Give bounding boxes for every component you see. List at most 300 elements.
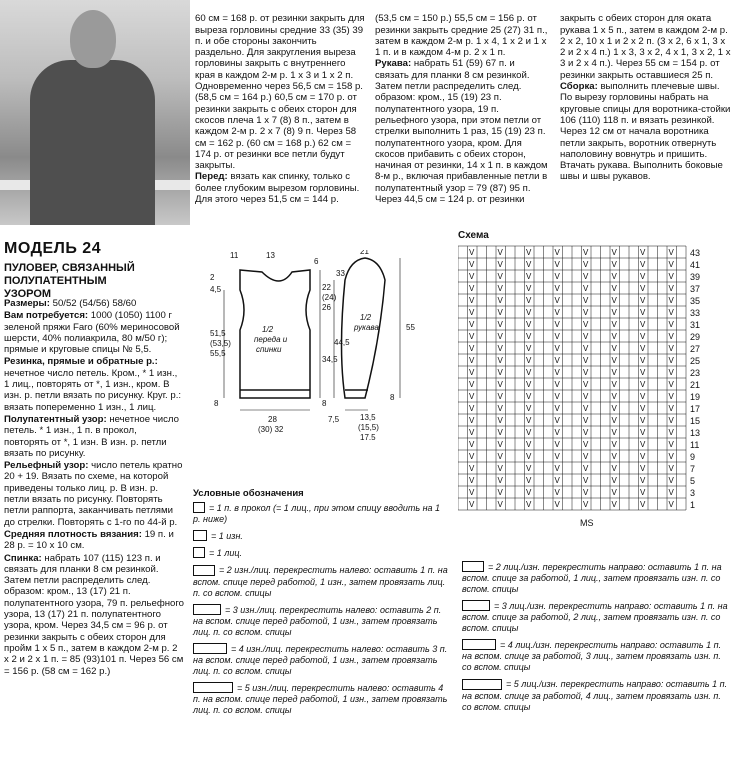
stitch-symbol: V <box>469 284 475 293</box>
stitch-symbol: V <box>469 296 475 305</box>
legend-item <box>462 640 732 673</box>
stitch-symbol: V <box>611 320 617 329</box>
stitch-symbol: V <box>640 380 646 389</box>
legend-item <box>193 531 448 542</box>
stitch-symbol: V <box>583 320 589 329</box>
stitch-symbol: V <box>611 416 617 425</box>
stitch-symbol: V <box>554 260 560 269</box>
legend-item <box>193 503 448 525</box>
stitch-symbol: V <box>668 356 674 365</box>
stitch-symbol: V <box>583 296 589 305</box>
dim-label: (15,5) <box>358 423 379 432</box>
section-label: Размеры: <box>4 298 53 309</box>
stitch-symbol: V <box>583 356 589 365</box>
stitch-symbol: V <box>668 464 674 473</box>
dim-label: (30) 32 <box>258 425 284 434</box>
stitch-symbol: V <box>497 452 503 461</box>
stitch-symbol: V <box>668 344 674 353</box>
legend-text: = 2 лиц./изн. перекрестить направо: оставить 1 п. на вспом. спице за работой, 1 лиц., затем провязать изн. п. со вспом. спицы <box>462 562 722 595</box>
stitch-symbol: V <box>611 476 617 485</box>
label-sleeve <box>353 313 379 332</box>
stitch-symbol-icon <box>193 502 205 513</box>
dim-label: (24) <box>322 293 337 302</box>
diagram-text: 1/2 <box>262 325 274 334</box>
stitch-symbol: V <box>640 464 646 473</box>
stitch-symbol: V <box>611 356 617 365</box>
dim-label: 13,5 <box>360 413 376 422</box>
stitch-symbol: V <box>526 404 532 413</box>
row-number: 15 <box>690 416 701 426</box>
stitch-symbol: V <box>583 404 589 413</box>
stitch-symbol-icon <box>193 604 221 615</box>
stitch-symbol: V <box>554 452 560 461</box>
stitch-symbol: V <box>611 464 617 473</box>
stitch-symbol: V <box>469 320 475 329</box>
stitch-symbol: V <box>611 248 617 257</box>
dim-label: 55 <box>406 323 415 332</box>
left-column <box>4 298 184 678</box>
stitch-symbol-icon <box>193 643 227 654</box>
stitch-symbol: V <box>611 344 617 353</box>
row-number: 31 <box>690 320 701 330</box>
row-number: 3 <box>690 488 696 498</box>
row-number: 11 <box>690 440 700 450</box>
row-number: 21 <box>690 380 701 390</box>
stitch-symbol: V <box>526 296 532 305</box>
diagram-text: переда и <box>254 335 288 344</box>
dim-label: 21 <box>360 250 369 256</box>
stitch-symbol: V <box>526 320 532 329</box>
stitch-symbol: V <box>526 356 532 365</box>
row-number: 17 <box>690 404 701 414</box>
stitch-symbol: V <box>526 440 532 449</box>
legend-item <box>462 562 732 595</box>
stitch-symbol: V <box>554 464 560 473</box>
stitch-symbol: V <box>554 368 560 377</box>
stitch-symbol: V <box>611 452 617 461</box>
stitch-symbol: V <box>583 464 589 473</box>
stitch-symbol: V <box>668 392 674 401</box>
stitch-symbol: V <box>497 368 503 377</box>
stitch-symbol: V <box>640 488 646 497</box>
stitch-symbol: V <box>469 380 475 389</box>
stitch-symbol: V <box>554 428 560 437</box>
stitch-symbol: V <box>668 500 674 509</box>
paragraph: набрать 51 (59) 67 п. и связать для планки 8 см резинкой. Затем петли распределить след. образом: кром., 15 (19) 23 п. полупатентного узора, 19 п. рельефного узора, при этом петли от стрелки выполнить 1 раз, 15 (19) 23 п. полупатентного узора, кром. Для скосов прибавить с обеих сторон, начиная от резинки, 14 х 1 п. в каждом 8-м р., включая прибавленные петли в полупатентный узор = 79 (87) 95 п. Через 44,5 см = 124 р. от резинки <box>375 58 548 206</box>
stitch-symbol: V <box>526 332 532 341</box>
text-column-1 <box>195 2 367 205</box>
legend-item <box>193 565 448 598</box>
stitch-symbol: V <box>554 500 560 509</box>
dim-label: 8 <box>214 399 219 408</box>
stitch-symbol: V <box>554 416 560 425</box>
row-number: 7 <box>690 464 696 474</box>
row-number: 43 <box>690 248 701 258</box>
section-label-sleeves: Рукава: <box>375 58 412 70</box>
section-label: Рельефный узор: <box>4 460 92 472</box>
stitch-symbol: V <box>554 332 560 341</box>
dim-label: 11 <box>230 251 239 260</box>
legend-item <box>193 605 448 638</box>
stitch-symbol: V <box>497 344 503 353</box>
legend-text: = 3 лиц./изн. перекрестить направо: оставить 1 п. на вспом. спице за работой, 2 лиц., затем провязать изн. п. со вспом. спицы <box>462 601 728 634</box>
stitch-symbol: V <box>583 440 589 449</box>
text-column-2 <box>375 2 550 205</box>
stitch-symbol: V <box>583 260 589 269</box>
stitch-symbol: V <box>640 500 646 509</box>
stitch-symbol: V <box>497 332 503 341</box>
stitch-symbol: V <box>640 248 646 257</box>
stitch-symbol: V <box>668 452 674 461</box>
label-front-back <box>254 325 289 354</box>
diagram-text: 1/2 <box>360 313 372 322</box>
dim-label: (53,5) <box>210 339 231 348</box>
stitch-symbol-icon <box>462 679 502 690</box>
stitch-symbol: V <box>469 416 475 425</box>
row-number: 9 <box>690 452 696 462</box>
stitch-symbol: V <box>554 476 560 485</box>
stitch-symbol: V <box>583 284 589 293</box>
dim-label: 44,5 <box>334 338 350 347</box>
stitch-symbol: V <box>583 476 589 485</box>
stitch-symbol: V <box>554 272 560 281</box>
stitch-symbol-icon <box>193 682 233 693</box>
dim-label: 34,5 <box>322 355 338 364</box>
stitch-symbol: V <box>526 284 532 293</box>
stitch-symbol: V <box>668 488 674 497</box>
stitch-symbol: V <box>469 368 475 377</box>
stitch-symbol: V <box>469 500 475 509</box>
stitch-symbol: V <box>526 488 532 497</box>
section-label: Спинка: <box>4 552 45 564</box>
stitch-symbol: V <box>668 416 674 425</box>
stitch-symbol: V <box>469 260 475 269</box>
stitch-symbol: V <box>640 476 646 485</box>
legend-text: = 5 изн./лиц. перекрестить налево: оставить 4 п. на вспом. спице перед работой, 1 изн., затем провязать лиц. п. со вспом. спицы <box>193 682 448 715</box>
legend-item <box>193 683 448 716</box>
legend-text: = 2 изн./лиц. перекрестить налево: оставить 1 п. на вспом. спице перед работой, 1 изн., затем провязать лиц. п. со вспом. спицы <box>193 565 448 598</box>
stitch-symbol: V <box>668 332 674 341</box>
stitch-symbol: V <box>668 272 674 281</box>
stitch-symbol: V <box>469 356 475 365</box>
paragraph <box>4 553 184 677</box>
stitch-symbol: V <box>497 380 503 389</box>
stitch-symbol: V <box>611 260 617 269</box>
stitch-symbol: V <box>526 248 532 257</box>
stitch-symbol: V <box>554 344 560 353</box>
legend-item <box>462 679 732 712</box>
stitch-symbol-icon <box>193 530 207 541</box>
stitch-symbol: V <box>611 284 617 293</box>
stitch-symbol: V <box>583 428 589 437</box>
dim-label: 17,5 <box>360 433 376 440</box>
paragraph <box>4 414 184 459</box>
stitch-symbol: V <box>469 452 475 461</box>
stitch-symbol: V <box>526 272 532 281</box>
stitch-symbol: V <box>640 368 646 377</box>
stitch-symbol: V <box>640 272 646 281</box>
stitch-symbol: V <box>668 380 674 389</box>
row-number: 1 <box>690 500 696 510</box>
section-text: 19 п. и 28 р. = 10 х 10 см. <box>4 528 174 552</box>
stitch-symbol: V <box>640 356 646 365</box>
stitch-symbol: V <box>469 476 475 485</box>
legend-text: = 4 лиц./изн. перекрестить направо: оставить 1 п. на вспом. спице за работой, 3 лиц., затем провязать изн. п. со вспом. спицы <box>462 640 722 673</box>
stitch-symbol: V <box>640 392 646 401</box>
section-label-assembly: Сборка: <box>560 81 598 93</box>
row-number: 27 <box>690 344 701 354</box>
stitch-symbol: V <box>469 248 475 257</box>
stitch-symbol: V <box>668 260 674 269</box>
stitch-symbol: V <box>640 404 646 413</box>
stitch-symbol: V <box>497 476 503 485</box>
stitch-symbol: V <box>611 368 617 377</box>
stitch-symbol: V <box>526 392 532 401</box>
stitch-symbol: V <box>526 476 532 485</box>
stitch-symbol: V <box>640 452 646 461</box>
stitch-symbol: V <box>497 428 503 437</box>
legend-text: = 5 лиц./изн. перекрестить направо: оставить 1 п. на вспом. спице за работой, 4 лиц., затем провязать изн. п. со вспом. спицы <box>462 679 728 712</box>
stitch-symbol: V <box>554 308 560 317</box>
stitch-symbol: V <box>554 320 560 329</box>
legend-left <box>193 503 448 722</box>
stitch-symbol: V <box>611 272 617 281</box>
paragraph: (53,5 см = 150 р.) 55,5 см = 156 р. от резинки закрыть средние 25 (27) 31 п., затем в каждом 2-м р. 1 х 4, 1 х 2 и 1 х 1 п. и в каждом 4-м р. 2 х 1 п. <box>375 13 548 59</box>
stitch-symbol: V <box>469 344 475 353</box>
row-number: 25 <box>690 356 701 366</box>
stitch-symbol: V <box>497 284 503 293</box>
stitch-symbol: V <box>526 416 532 425</box>
section-text: нечетное число петель. Кром., * 1 изн., 1 лиц., повторять от *, 1 изн., кром. В изн. р. петли вязать по рисунку. Круг. р.: вязать попеременно 1 изн., 1 лиц. <box>4 367 182 413</box>
stitch-symbol: V <box>668 320 674 329</box>
stitch-symbol: V <box>497 416 503 425</box>
legend-title: Условные обозначения <box>193 488 304 499</box>
stitch-symbol: V <box>583 344 589 353</box>
paragraph <box>4 356 184 412</box>
stitch-symbol: V <box>611 440 617 449</box>
stitch-symbol: V <box>611 308 617 317</box>
stitch-symbol: V <box>469 392 475 401</box>
section-text: 1000 (1050) 1100 г зеленой пряжи Faro (60% мериносовой шерсти, 40% полиакрила, 80 м/50 г); прямые и круговые спицы № 5,5. <box>4 310 180 356</box>
stitch-symbol: V <box>640 320 646 329</box>
stitch-symbol: V <box>497 320 503 329</box>
stitch-symbol: V <box>640 296 646 305</box>
dim-label: 26 <box>322 303 331 312</box>
paragraph <box>4 529 184 552</box>
stitch-symbol: V <box>469 464 475 473</box>
stitch-symbol: V <box>554 284 560 293</box>
row-number: 23 <box>690 368 701 378</box>
dim-label: 7,5 <box>328 415 340 424</box>
stitch-symbol: V <box>469 272 475 281</box>
legend-text: = 4 изн./лиц. перекрестить налево: оставить 3 п. на вспом. спице перед работой, 1 изн., затем провязать лиц. п. со вспом. спицы <box>193 643 448 676</box>
dim-label: 13 <box>266 251 275 260</box>
stitch-symbol: V <box>640 440 646 449</box>
model-subtitle: ПУЛОВЕР, СВЯЗАННЫЙ ПОЛУПАТЕНТНЫМ УЗОРОМ <box>4 262 135 300</box>
stitch-symbol: V <box>640 332 646 341</box>
stitch-symbol: V <box>469 428 475 437</box>
row-number: 13 <box>690 428 701 438</box>
legend-item <box>193 548 448 559</box>
row-number: 35 <box>690 296 701 306</box>
stitch-symbol: V <box>497 500 503 509</box>
section-text: нечетное число петель. * 1 изн., 1 п. в прокол, повторять от *, 1 изн. В изн. р. петли вязать по рисунку. <box>4 413 179 459</box>
row-number: 5 <box>690 476 696 486</box>
stitch-symbol: V <box>526 452 532 461</box>
stitch-symbol: V <box>583 452 589 461</box>
stitch-symbol: V <box>497 440 503 449</box>
stitch-symbol: V <box>469 488 475 497</box>
stitch-symbol: V <box>611 296 617 305</box>
stitch-symbol: V <box>554 404 560 413</box>
paragraph: выполнить плечевые швы. По вырезу горловины набрать на круговые спицы для воротника-стойки 106 (110) 118 п. и вязать резинкой. Через 12 см от начала воротника петли закрыть, воротник отвернуть наполовину вовнутрь и пришить. Втачать рукава. Выполнить боковые швы и швы рукавов. <box>560 81 731 183</box>
paragraph: закрыть с обеих сторон для оката рукава 1 х 5 п., затем в каждом 2-м р. 2 х 2, 10 х 1 и 2 х 2 п. (3 х 2, 6 х 1, 3 х 2 и 2 х 4 п.) 1 х 3, 3 х 2, 4 х 1, 3 х 2, 1 х 3 и 2 х 4 п.). Через 55 см = 154 р. от резинки закрыть оставшиеся 25 п. <box>560 13 731 81</box>
dim-label: 33 <box>336 269 345 278</box>
stitch-symbol: V <box>526 368 532 377</box>
garment-schematic <box>210 250 455 440</box>
stitch-symbol: V <box>668 308 674 317</box>
row-number: 33 <box>690 308 701 318</box>
stitch-symbol: V <box>554 380 560 389</box>
stitch-symbol: V <box>554 488 560 497</box>
stitch-symbol: V <box>497 404 503 413</box>
stitch-symbol: V <box>554 440 560 449</box>
stitch-symbol: V <box>583 416 589 425</box>
stitch-symbol: V <box>526 308 532 317</box>
stitch-symbol: V <box>611 500 617 509</box>
stitch-symbol: V <box>611 380 617 389</box>
stitch-symbol-icon <box>462 561 484 572</box>
stitch-symbol: V <box>583 500 589 509</box>
model-title: МОДЕЛЬ 24 <box>4 240 102 257</box>
stitch-symbol: V <box>469 332 475 341</box>
section-label: Вам потребуется: <box>4 310 91 322</box>
dim-label: 4,5 <box>210 285 222 294</box>
stitch-symbol: V <box>497 356 503 365</box>
stitch-symbol: V <box>640 428 646 437</box>
stitch-symbol: V <box>497 392 503 401</box>
diagram-text: спинки <box>256 345 282 354</box>
legend-item <box>462 601 732 634</box>
stitch-symbol: V <box>497 488 503 497</box>
row-number: 39 <box>690 272 701 282</box>
legend-text: = 1 изн. <box>211 531 243 542</box>
row-number: 19 <box>690 392 701 402</box>
paragraph <box>4 298 184 309</box>
text-column-3 <box>560 2 732 183</box>
model-photo <box>0 0 190 225</box>
dim-label: 28 <box>268 415 277 424</box>
stitch-symbol: V <box>640 308 646 317</box>
dim-label: 8 <box>322 399 327 408</box>
stitch-symbol: V <box>668 440 674 449</box>
stitch-symbol: V <box>583 380 589 389</box>
stitch-symbol: V <box>497 248 503 257</box>
schema-ms-label: MS <box>580 518 594 528</box>
stitch-symbol: V <box>497 272 503 281</box>
stitch-symbol: V <box>554 392 560 401</box>
stitch-symbol: V <box>611 332 617 341</box>
dim-label: 22 <box>322 283 331 292</box>
row-number: 37 <box>690 284 701 294</box>
stitch-symbol-icon <box>193 565 215 576</box>
stitch-symbol: V <box>583 332 589 341</box>
stitch-symbol: V <box>469 440 475 449</box>
stitch-symbol: V <box>583 308 589 317</box>
legend-text: = 3 изн./лиц. перекрестить налево: оставить 2 п. на вспом. спице перед работой, 1 изн., затем провязать лиц. п. со вспом. спицы <box>193 604 442 637</box>
stitch-symbol: V <box>583 488 589 497</box>
stitch-symbol: V <box>640 260 646 269</box>
dim-label: 6 <box>314 257 319 266</box>
stitch-symbol: V <box>668 296 674 305</box>
section-label: Резинка, прямые и обратные р.: <box>4 356 158 368</box>
stitch-symbol: V <box>583 248 589 257</box>
stitch-symbol-icon <box>462 639 496 650</box>
stitch-symbol: V <box>497 464 503 473</box>
stitch-symbol-icon <box>193 547 205 558</box>
paragraph <box>4 310 184 355</box>
stitch-symbol: V <box>554 356 560 365</box>
stitch-symbol: V <box>668 368 674 377</box>
section-text: 50/52 (54/56) 58/60 <box>52 298 137 309</box>
stitch-symbol: V <box>526 344 532 353</box>
section-label: Средняя плотность вязания: <box>4 528 145 540</box>
dim-label: 51,5 <box>210 329 226 338</box>
dim-label: 2 <box>210 273 215 282</box>
stitch-symbol: V <box>469 308 475 317</box>
stitch-symbol: V <box>583 392 589 401</box>
stitch-symbol: V <box>526 500 532 509</box>
stitch-symbol: V <box>497 260 503 269</box>
stitch-symbol: V <box>583 272 589 281</box>
paragraph <box>4 460 184 528</box>
stitch-symbol: V <box>668 284 674 293</box>
stitch-symbol: V <box>526 464 532 473</box>
paragraph: 60 см = 168 р. от резинки закрыть для выреза горловины средние 33 (35) 39 п. и обе стороны закончить раздельно. Для закругления выреза горловины закрыть с внутреннего края в каждом 2-м р. 1 х 3 и 1 х 2 п. Одновременно через 56,5 см = 158 р. (58,5 см = 164 р.) 60,5 см = 170 р. от резинки закрыть с обеих сторон для скосов плеча 1 х 7 (8) 8 п., затем в каждом 2-м р. 2 х 7 (8) 9 п. Через 58 см = 162 р. (60 см = 168 р.) 62 см = 174 р. от резинки все петли будут закрыты. <box>195 13 365 172</box>
diagram-text: рукава <box>354 323 379 332</box>
stitch-symbol: V <box>611 404 617 413</box>
stitch-symbol: V <box>554 248 560 257</box>
stitch-symbol: V <box>640 416 646 425</box>
legend-item <box>193 644 448 677</box>
stitch-symbol: V <box>668 476 674 485</box>
legend-text: = 1 п. в прокол (= 1 лиц., при этом спицу вводить на 1 р. ниже) <box>193 503 441 525</box>
dim-label: 55,5 <box>210 349 226 358</box>
stitch-symbol: V <box>497 296 503 305</box>
legend-text: = 1 лиц. <box>209 548 242 559</box>
legend-right <box>462 562 732 719</box>
row-number: 29 <box>690 332 701 342</box>
row-number: 41 <box>690 260 701 270</box>
stitch-symbol: V <box>554 296 560 305</box>
stitch-symbol: V <box>611 488 617 497</box>
stitch-symbol: V <box>583 368 589 377</box>
section-text: число петель кратно 20 + 19. Вязать по схеме, на которой приведены только лиц. р. В изн. р. петли вязать по рисунку. Повторять петли раппорта, заканчивать петлями до стрелки. Повторять с 1-го по 44-й р. <box>4 460 183 528</box>
stitch-symbol: V <box>469 404 475 413</box>
knitting-chart <box>458 242 708 512</box>
dim-label: 8 <box>390 393 395 402</box>
stitch-symbol: V <box>526 260 532 269</box>
section-label-front: Перед: <box>195 171 228 183</box>
schema-title: Схема <box>458 230 489 241</box>
stitch-symbol: V <box>526 428 532 437</box>
stitch-symbol: V <box>668 248 674 257</box>
stitch-symbol: V <box>668 428 674 437</box>
stitch-symbol: V <box>611 428 617 437</box>
paragraph: вязать как спинку, только с более глубоким вырезом горловины. Для этого через 51,5 см = 144 р. <box>195 171 360 206</box>
stitch-symbol-icon <box>462 600 490 611</box>
section-label: Полупатентный узор: <box>4 413 110 425</box>
